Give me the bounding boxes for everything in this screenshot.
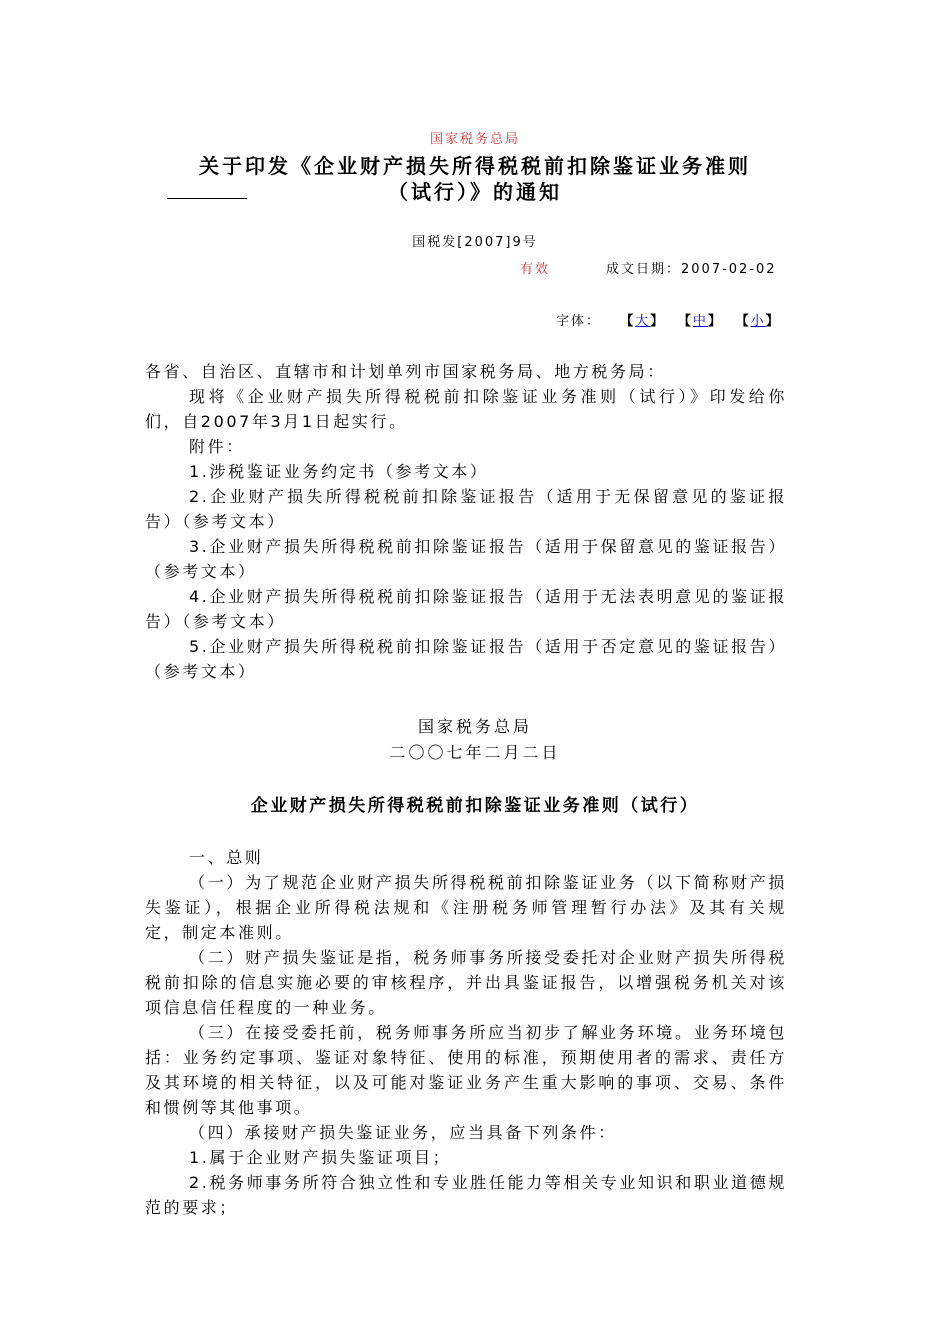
attachments-label: 附件：	[189, 437, 245, 456]
font-small-link[interactable]: 小	[750, 314, 766, 329]
document-title-line1: 关于印发《企业财产损失所得税税前扣除鉴证业务准则	[199, 154, 751, 178]
font-large-link[interactable]: 大	[635, 314, 651, 329]
rules-paragraph: （四）承接财产损失鉴证业务，应当具备下列条件：	[189, 1123, 617, 1142]
rules-paragraph: （二）财产损失鉴证是指，税务师事务所接受委托对企业财产损失所得税税前扣除的信息实施必要的审核程序，并出具鉴证报告，以增强税务机关对该项信息信任程度的一种业务。	[145, 948, 787, 1017]
signature-date: 二〇〇七年二月二日	[389, 743, 561, 762]
font-size-selector: 字体： 【大】 【中】 【小】	[556, 314, 781, 329]
signature: 国家税务总局	[417, 717, 532, 736]
document-title-line2: （试行）》的通知	[388, 180, 562, 204]
rules-paragraph: 2.税务师事务所符合独立性和专业胜任能力等相关专业知识和职业道德规范的要求；	[145, 1173, 787, 1217]
attachment-item: 2.企业财产损失所得税税前扣除鉴证报告（适用于无保留意见的鉴证报告）（参考文本）	[145, 487, 787, 531]
notice-intro: 现将《企业财产损失所得税税前扣除鉴证业务准则（试行）》印发给你们，自2007年3月1日起实行。	[145, 387, 787, 431]
notice-body	[145, 359, 787, 684]
attachment-item: 5.企业财产损失所得税税前扣除鉴证报告（适用于否定意见的鉴证报告）（参考文本）	[145, 637, 787, 681]
rules-title: 企业财产损失所得税税前扣除鉴证业务准则（试行）	[250, 796, 700, 816]
rules-paragraph: （一）为了规范企业财产损失所得税税前扣除鉴证业务（以下简称财产损失鉴证），根据企业所得税法规和《注册税务师管理暂行办法》及其有关规定，制定本准则。	[145, 873, 787, 942]
attachment-item: 3.企业财产损失所得税税前扣除鉴证报告（适用于保留意见的鉴证报告）（参考文本）	[145, 537, 787, 581]
attachment-item: 1.涉税鉴证业务约定书（参考文本）	[189, 462, 489, 481]
validity-status: 有效	[520, 262, 551, 277]
issue-date: 成文日期：2007-02-02	[606, 262, 777, 277]
document-number: 国税发[2007]9号	[412, 235, 538, 250]
rules-paragraph: 1.属于企业财产损失鉴证项目；	[189, 1148, 452, 1167]
title-underline	[167, 198, 247, 199]
section-heading: 一、总则	[189, 848, 264, 867]
attachment-item: 4.企业财产损失所得税税前扣除鉴证报告（适用于无法表明意见的鉴证报告）（参考文本）	[145, 587, 787, 631]
font-size-label: 字体：	[556, 314, 602, 329]
addressee: 各省、自治区、直辖市和计划单列市国家税务局、地方税务局：	[145, 362, 666, 381]
issuer-label: 国家税务总局	[429, 132, 520, 147]
font-medium-link[interactable]: 中	[692, 314, 708, 329]
rules-body	[145, 845, 787, 1220]
rules-paragraph: （三）在接受委托前，税务师事务所应当初步了解业务环境。业务环境包括：业务约定事项、鉴证对象特征、使用的标准，预期使用者的需求、责任方及其环境的相关特征，以及可能对鉴证业务产生重大影响的事项、交易、条件和惯例等其他事项。	[145, 1023, 787, 1117]
